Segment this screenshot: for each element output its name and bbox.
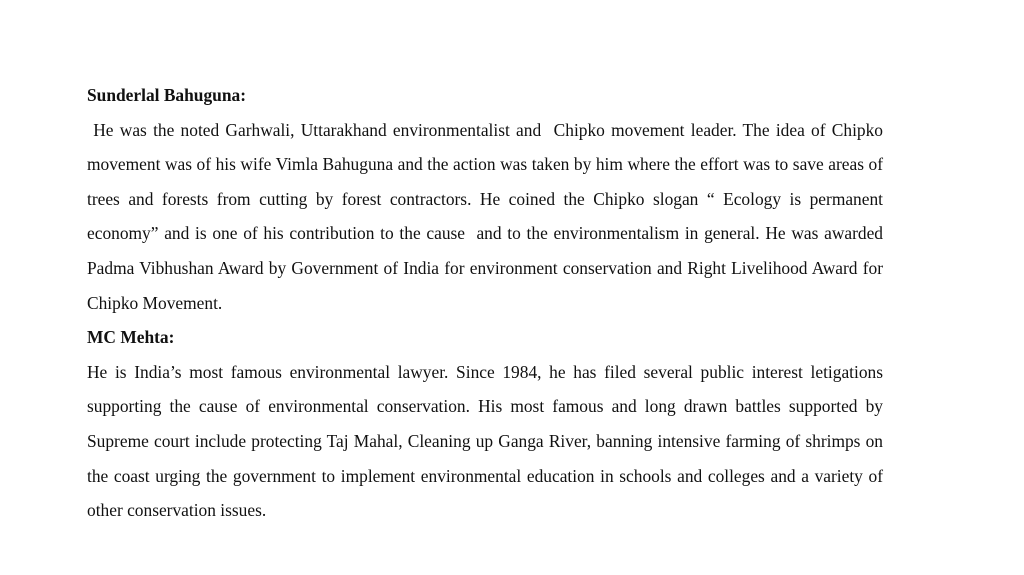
section-body-bahuguna: He was the noted Garhwali, Uttarakhand environmentalist and Chipko movement leader. The idea of Chipko movement was of his wife Vimla Bahuguna and the action was taken by him where the effort was to save areas of trees and forests from cutting by forest contractors. He coined the Chipko slogan “ Ecology is permanent economy” and is one of his contribution to the cause and to the environmentalism in general. He was awarded Padma Vibhushan Award by Government of India for environment conservation and Right Livelihood Award for Chipko Movement. <box>87 119 888 313</box>
section-heading-bahuguna: Sunderlal Bahuguna: <box>87 85 246 105</box>
section-body-mehta: He is India’s most famous environmental lawyer. Since 1984, he has filed several public interest letigations supporting the cause of environmental conservation. His most famous and long drawn battles supported by Supreme court include protecting Taj Mahal, Cleaning up Ganga River, banning intensive farming of shrimps on the coast urging the government to implement environmental education in schools and colleges and a variety of other conservation issues. <box>87 361 888 521</box>
section-heading-mehta: MC Mehta: <box>87 327 175 348</box>
slide-text-body <box>87 78 888 528</box>
